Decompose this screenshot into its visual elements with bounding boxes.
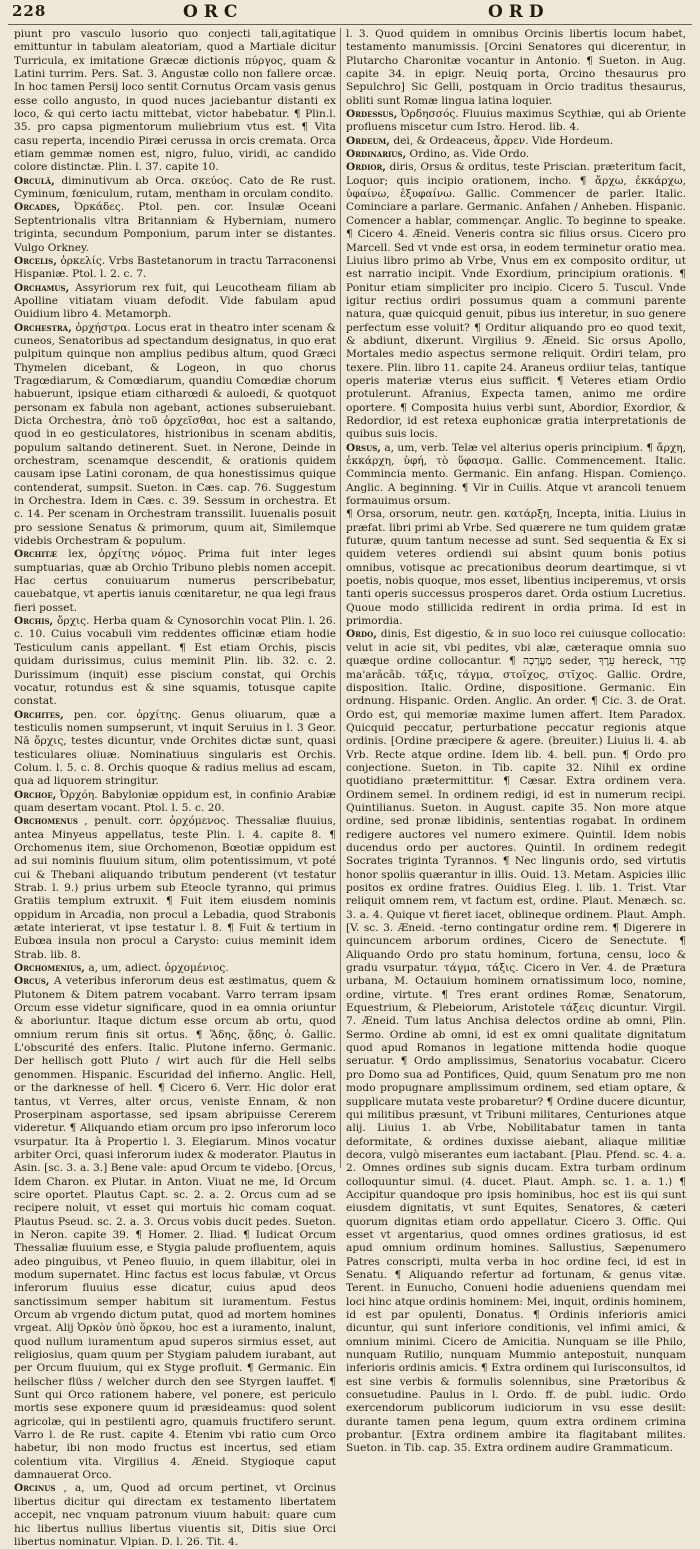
entry-text: diris, Orsus & orditus, teste Priscian. præteritum facit, Loquor; quis incipio orationem, incho. ¶ ἄρχω, ἐκκάρχω, ὑφαίνω, ἐξυφαίνω. Gallic. Commencer de parler. Italic. Cominciare a parlare. Germanic. Anfahen / Anheben. Hispanic. Comencer a hablar, commençar. Anglic. To beginne to speake. ¶ Cicero 4. Æneid. Veneris contra sic filius orsus. Cicero pro Marcell. Sed vt vnde est orsa, in eodem terminetur oratio mea. Liuius libro primo ab Vrbe, Vnus em ex composito orditur, ut est narratio incipit. Vnde Exordium, principium orationis. ¶ Ponitur etiam simpliciter pro incipio. Cicero 5. Tuscul. Vnde igitur rectius ordiri possumus quam a communi parente natura, quæ quicquid genuit, pibus ius interetur, in suo genere perfectum esse voluit? ¶ Orditur aliquando pro eo quod texit, & abdiunt, dixerunt. Virgilius 9. Æneid. Sic orsus Apollo, Mortales medio aspectus sermone reliquit. Ordiri telam, pro texere. Plin. libro 11. capite 24. Araneus ordiiur telas, tantique operis materiæ vterus eius sufficit. ¶ Veteres etiam Ordio protulerunt. Afranius, Expecta tamen, animo me ordire oportere. ¶ Composita huius verbi sunt, Abordior, Exordior, & Redordior, id est retexa euphonicæ gratia interpretationis de quibus suis locis. xyxy=(346,161,687,441)
entry-headword: Orcus, xyxy=(14,975,50,988)
entry-headword: Ordeum, xyxy=(346,134,390,147)
page-number: 228 xyxy=(12,2,47,20)
dictionary-entry xyxy=(14,975,336,1482)
entry-text: pen. cor. ὀρχίτης. Genus oliuarum, quæ a testiculis nomen sumpserunt, vt inquit Seruius in l. 3 Geor. Nā ὄρχις, testes dicuntur, vnde Orchites dictæ sunt, quasi testiculares oliuæ. Nominatiuus singularis est Orchis. Colum. l. 5. c. 8. Orchis quoque & radius melius ad escam, qua ad liquorem stringitur. xyxy=(14,708,336,788)
entry-text: A veteribus inferorum deus est æstimatus, quem & Plutonem & Ditem patrem vocabant. Varro terram ipsam Orcum esse videtur significare, quod in ea omnia oriuntur & aboriuntur. Itaque dictum esse orcum ab ortu, quod omnium rerum finis sit ortus. ¶ ᾍδης, ᾅδης, ὁ. Gallic. L'obscurité des enfers. Italic. Plutone inferno. Germanic. Der hellisch gott Pluto / wirt auch für die Hell selbs genommen. Hispanic. Escuridad del infierno. Anglic. Hell, or the darknesse of hell. ¶ Cicero 6. Verr. Hic dolor erat tantus, vt Verres, alter orcus, veniste Ennam, & non Proserpinam asportasse, sed ipsam abripuisse Cererem videretur. ¶ Aliquando etiam orcum pro ipso inferorum loco vsurpatur. Ita à Propertio l. 3. Elegiarum. Minos vocatur arbiter Orci, quasi inferorum iudex & moderator. Plautus in Asin. [sc. 3. a. 3.] Bene vale: apud Orcum te videbo. [Orcus, Idem Charon. ex Plutar. in Anton. Viuat ne me, Id Orcum scire oportet. Plautus Capt. sc. 2. a. 2. Orcus cum ad se recipere noluit, vt esset qui mortuis hic comam coquat. Plautus Pseud. sc. 2. a. 3. Orcus vobis ducit pedes. Sueton. in Neron. capite 39. ¶ Homer. 2. Iliad. ¶ Iudicat Orcum Thessaliæ fluuium esse, e Stygia palude profluentem, aquis adeo pinguibus, vt Peneo fluuio, in quem illabitur, olei in modum supernatet. Hinc factus est locus fabulæ, vt Orcus inferorum fluuius esse dicatur, cuius apud deos sanctissimum semper habitum sit iuramentum. Festus Orcum ab vrgendo dictum putat, quod ad mortem homines vrgeat. Alij Ὀρκὸν ὑπὸ ὅρκου, hoc est a iuramento, inalunt, quod nullum iuramentum apud superos sirmius esset, aut religiosius, quam quum per Stygiam paludem iurabant, aut per Orcum fluuium, qui ex Styge profluit. ¶ Germanic. Ein heilscher flüss / welcher durch den see Styrgen lauffet. ¶ Sunt qui Orco rationem habere, vel ponere, est periculo mortis sese exponere quum id præsideamus: quod solent agricolæ, qui in pestilenti agro, quamuis fructifero serunt. Varro l. de Re rust. capite 4. Etenim vbi ratio cum Orco habetur, ibi non modo fructus est incertus, sed etiam colentium vita. Virgilius 4. Æneid. Stygioque caput damnauerat Orco. xyxy=(14,975,336,1482)
entry-headword: Orchis, xyxy=(14,615,54,628)
entry-text: l. 3. Quod quidem in omnibus Orcinis libertis locum habet, testamento manumissis. [Orcini Senatores qui dicerentur, in Plutarcho Charonitæ vocantur in Antonio. ¶ Sueton. in Aug. capite 34. in epigr. Neuiq porta, Orcino thesaurus pro Sepulchro] Sic Gelli, postquam in Orcio traditus thesaurus, obliti sunt Romæ lingua latina loquier. xyxy=(346,28,686,107)
dictionary-entry xyxy=(14,175,336,202)
dictionary-entry xyxy=(14,548,336,615)
dictionary-entry xyxy=(346,148,686,161)
dictionary-entry xyxy=(14,201,336,254)
entry-text: a, um, adiect. ὀρχομένιος. xyxy=(88,962,229,975)
dictionary-entry xyxy=(346,28,686,108)
dictionary-entry xyxy=(346,628,686,1455)
running-head-left: ORC xyxy=(183,2,244,22)
entry-headword: Orculâ, xyxy=(14,174,55,187)
entry-text: a, um, verb. Telæ vel alterius operis principium. ¶ ἄρχη, ἐκκάρχη, ὑφή, τὸ ὕφασμα. Gallic. Commencement. Italic. Commincia mento. Germanic. Ein anfang. Hispan. Comienço. Anglic. A beginning. ¶ Vir in Cuilis. Atque vt arancoli tenuem formauimus orsum. xyxy=(346,441,686,508)
entry-headword: Orchitæ xyxy=(14,548,57,561)
dictionary-entry xyxy=(14,1482,336,1549)
dictionary-entry xyxy=(14,322,336,549)
dictionary-entry xyxy=(14,282,336,322)
dictionary-entry xyxy=(14,28,336,175)
entry-text: dei, & Ordeaceus, ἄρρεν. Vide Hordeum. xyxy=(393,134,614,147)
dictionary-entry xyxy=(14,815,336,962)
entry-headword: Orchestra, xyxy=(14,321,72,334)
entry-headword: Orcelis, xyxy=(14,254,57,267)
entry-headword: Orchomenus xyxy=(14,815,78,828)
entry-text: Ὀρκάδες. Ptol. pen. cor. Insulæ Oceani Septentrionalis vltra Britanniam & Hyberniam, numero triginta, secundum Pomponium, parum inter se distantes. Vulgo Orkney. xyxy=(14,201,337,254)
column-divider xyxy=(340,28,341,1168)
entry-headword: Ordessus, xyxy=(346,108,398,121)
entry-headword: Orchomenius, xyxy=(14,962,85,975)
entry-text: , penult. corr. ὀρχόμενος. Thessaliæ fluuius, antea Minyeus appellatus, teste Plin. l. 4. capite 8. ¶ Orchomenus item, siue Orchomenon, Bœotiæ oppidum est ad sui nominis fluuium situm, olim potentissimum, vt poté cui & Thebani aliquando tributum penderent (vt testatur Strab. l. 9.) prius urbem sub Eteocle tyranno, qui primus Gratiis templum extruxit. ¶ Fuit item eiusdem nominis oppidum in Arcadia, non procul a Lebadia, quod Strabonis ætate interierat, vt ipse testatur l. 8. ¶ Fuit & tertium in Eubœa insula non procul a Carysto: cuius meminit idem Strab. lib. 8. xyxy=(14,815,336,961)
entry-headword: Ordior, xyxy=(346,161,386,174)
entry-text: Ὀρχόη. Babyloniæ oppidum est, in confinio Arabiæ quam desertam vocant. Ptol. l. 5. c. 20. xyxy=(14,788,336,814)
entry-headword: Orchites, xyxy=(14,708,64,721)
right-column xyxy=(346,28,687,1455)
dictionary-entry xyxy=(14,962,336,975)
entry-text: Ordino, as. Vide Ordo. xyxy=(409,148,530,161)
entry-text: Ὀρδησσός. Fluuius maximus Scythiæ, qui ab Oriente profluens miscetur cum Istro. Herod. lib. 4. xyxy=(346,108,687,134)
entry-headword: Orcades, xyxy=(14,201,61,214)
entry-headword: Orchamus, xyxy=(14,281,70,294)
entry-text: dinis, Est digestio, & in suo loco rei cuiusque collocatio: velut in acie sit, vbi pedites, vbi alæ, cæteraque omnia suo quæque ordine collocantur. ¶ מַעֲרָכָה seder, עֵרֶךְ hereck, סֵדֶר ma'arâcâb. τάξις, τάγμα, στοῖχος, στῖχος. Gallic. Ordre, disposition. Italic. Ordine, dispositione. Germanic. Ein ordnung. Hispanic. Orden. Anglic. An order. ¶ Cic. 3. de Orat. Ordo est, qui memoriæ maxime lumen affert. Item Paradox. Quicquid peccatur, perturbatione peccatur regionis atque ordinis. [Ordine præcipere & agere. (breuiter.) Liuius li. 4. ab Vrb. Recte atque ordine. Idem lib. 4. bell. pun. ¶ Ordo pro conjectione. Sueton. in Tib. capite 32. Nihil ex ordine quotidiano prætermittitur. ¶ Cæsar. Extra ordinem vera. Ordinem semel. In ordinem redigi, id est in numerum recipi. Quintilianus. Sueton. in August. capite 35. Non more atque ordine, sed pronæ libidinis, sententias rogabat. In ordinem redigere auctores vel numero eximere. Quintil. Idem nobis ducendus ordo per auctores. Quintil. In ordinem redegit Socrates triginta Tyrannos. ¶ Nec lingunis ordo, sed virtutis honor spoliis quærantur in illis. Ouid. 13. Metam. Aspicies illic positos ex ordine fratres. Ouidius Eleg. l. lib. 1. Trist. Vtar reliquit omnem rem, vt factum est, ordine. Plaut. Menæch. sc. 3. a. 4. Quique vt fieret iacet, oblineque ordinem. Plaut. Amph. [V. sc. 3. Æneid. -terno contingatur ordine rem. ¶ Digerere in quincuncem arborum ordines, Cicero de Senectute. ¶ Aliquando Ordo pro statu hominum, fortuna, censu, loco & gradu vsurpatur. τάγμα, τάξις. Cicero in Ver. 4. de Prætura urbana, M. Octauium hominem ornatissimum loco, nomine, ordine, virtute. ¶ Tres erant ordines Romæ, Senatorum, Equestrium, & Plebeiorum, Aristotele τάξεις dicuntur. Virgil. 7. Æneid. Tum latus Anchisa delectos ordine ab omni, Plin. Sermo. Ordine ab omni, id est ex omni qualitate dignitatum quod apud Romanos in legatione mittenda hodie quoque seruatur. ¶ Ordo amplissimus, Senatorius vocabatur. Cicero pro Domo sua ad Pontifices, Quid, quum Senatum pro me non modo propugnare amplissimum ordinem, sed etiam optare, & supplicare mutata veste probaretur? ¶ Ordine ducere dicuntur, qui militibus præsunt, vt Tribuni militares, Centuriones atque alij. Liuius 1. ab Vrbe, Nobilitabatur tamen in tanta deformitate, & ordines duxisse aiebant, aliaque militiæ decora, vulgò miserantes eum iactabant. [Plau. Pfend. sc. 4. a. 2. Omnes ordines sub signis ducam. Extra turbam ordinum colloquuntur simul. (4. ducet. Plaut. Amph. sc. 1. a. 1.) ¶ Accipitur quandoque pro ipsis hominibus, hoc est iis qui sunt eiusdem dignitatis, vt sunt Equites, Senatores, & cæteri quorum dignitas etiam ordo appellatur. Cicero 3. Offic. Qui esset vt argentarius, quod omnes ordines gratiosus, id est apud omnium ordinum homines. Sallustius, Sæpenumero Patres conscripti, multa verba in hoc ordine feci, id est in Senatu. ¶ Aliquando refertur ad fortunam, & genus vitæ. Terent. in Eunucho, Conueni hodie adueniens quendam mei loci hinc atque ordinis hominem: Mei, inquit, ordinis hominem, id est par opulenti, Donatus. ¶ Ordinis inferioris amici dicuntur, qui sunt inferiore conditionis, vel infimi amici, & omnium minimi. Cicero de Amicitia. Nunquam se ille Philo, nunquam Rutilio, nunquam Mummio antepostuit, nunquam inferioris ordinis amicis. ¶ Extra ordinem qui Iurisconsultos, id est sine verbis & formulis solennibus, sine Prætoribus & consuetudine. Paulus in l. Ordo. ff. de publ. iudic. Ordo exercendorum publicorum iudiciorum in vsu esse desiit: durante tamen pena legum, quum extra ordinem crimina probantur. [Extra ordinem ambire ita flagitabant milites. Sueton. in Tib. cap. 35. Extra ordinem audire Grammaticum. xyxy=(346,628,687,1455)
dictionary-entry xyxy=(346,508,686,628)
left-column xyxy=(14,28,337,1548)
entry-text: ¶ Orsa, orsorum, neutr. gen. κατάρξη, Incepta, initia. Liuius in præfat. libri primi ab Vrbe. Sed quærere ne tum quidem gratæ futuræ, quum tantum necesse ad sunt. Sed sequentia & Ex si quidem veteres ordiendi sui absint quum bonis potius omnibus, votisque ac precationibus deorum deartimque, si vt poetis, nobis quoque, mos esset, libentius inciperemus, vt orsis tanti operis successus prosperos daret. Orda ostium Lucretius. Quoue modo stillicida redirent in ordia prima. Id est in primordia. xyxy=(346,508,686,628)
entry-headword: Orsus, xyxy=(346,441,381,454)
dictionary-entry xyxy=(346,161,686,441)
page-header xyxy=(8,2,692,25)
entry-headword: Orcinus xyxy=(14,1482,56,1495)
dictionary-entry xyxy=(346,442,686,509)
dictionary-entry xyxy=(346,108,686,135)
entry-text: ὄρχις. Herba quam & Cynosorchin vocat Plin. l. 26. c. 10. Cuius vocabuli vim reddentes officinæ etiam hodie Testiculum canis appellant. ¶ Est etiam Orchis, piscis quidam durissimus, cuius meminit Plin. lib. 32. c. 2. Durissimum (inquit) esse piscium constat, qui Orchis vocatur, rotundus est & sine squamis, totusque capite constat. xyxy=(14,615,336,708)
entry-headword: Ordo, xyxy=(346,628,377,641)
entry-text: lex, ὀρχίτης νόμος. Prima fuit inter leges sumptuarias, quæ ab Orchio Tribuno plebis nomen accepit. Hac certus conuiuarum numerus perscribebatur, cauebatque, vt apertis ianuis cœnitaretur, ne qua legi fraus fieri posset. xyxy=(14,548,336,614)
entry-text: ὀρκελίς. Vrbs Bastetanorum in tractu Tarraconensi Hispaniæ. Ptol. l. 2. c. 7. xyxy=(14,254,336,281)
entry-text: ὀρχήστρα. Locus erat in theatro inter scenam & cuneos, Senatoribus ad spectandum designatus, in quo erat pulpitum quinque non amplius pedibus altum, quod Græci Thymelen dicebant, & Logeon, in quo chorus Tragœdiarum, & Comœdiarum, quandiu Comœdiæ chorum habuerunt, ipsique etiam citharœdi & auloedi, & quotquot personam ex fabula non agebant, actiones subseruiebant. Dicta Orchestra, ἀπὸ τοῦ ὀρχεῖσθαι, hoc est a saltando, quod in eo gesticulatores, histrionibus in scenam abditis, populum saltando detinerent. Suet. in Nerone, Deinde in orchestram, scenamque descendit, & orationis quidem causam ipse Latini coronam, de qua honestissimus quique contenderat, sumpsit. Sueton. in Cæs. cap. 76. Suggestum in Orchestra. Idem in Cæs. c. 39. Sessum in orchestra. Et c. 14. Per scenam in Orchestram transsilit. Iuuenalis posuit pro sessione Senatus & primorum, quum ait, Similemque videbis Orchestram & populum. xyxy=(14,321,336,548)
running-head-right: ORD xyxy=(488,2,550,22)
dictionary-entry xyxy=(14,789,336,816)
entry-headword: Orchoe, xyxy=(14,788,57,801)
dictionary-entry xyxy=(14,615,336,708)
entry-text: , a, um, Quod ad orcum pertinet, vt Orcinus libertus dicitur qui directam ex testamento libertatem accepit, nec vnquam patronum viuum habuit: quare cum hic libertus nullius libertus viuentis sit, Ditis siue Orci libertus nominatur. Vlpian. D. l. 26. Tit. 4. xyxy=(14,1482,336,1548)
entry-text: piunt pro vasculo lusorio quo conjecti tali,agitatique emittuntur in tabulam aleatoriam, quod a Martiale dicitur Turricula, ex imitatione Græcæ dictionis πύργος, quam & Latini turrim. Pers. Sat. 3. Angustæ collo non fallere orcæ. In hoc tamen Persij loco sentit Cornutus Orcam vasis genus esse collo angusto, in quod nuces jaciebantur distanti ex loco, & qui certo iactu mittebat, victor habebatur. ¶ Plin.l. 35. pro capsa pigmentorum muliebrium vtus est. ¶ Vita casu reperta, incendio Piræi cerussa in orcis cremata. Orca etiam gemmæ nomen est, nigro, fuluo, viridi, ac candido colore distinctæ. Plin. l. 37. capite 10. xyxy=(14,28,336,174)
dictionary-entry xyxy=(14,255,336,282)
dictionary-entry xyxy=(14,709,336,789)
entry-text: Assyriorum rex fuit, qui Leucotheam filiam ab Apolline vitiatam viuam defodit. Vide fabulam apud Ouidium libro 4. Metamorph. xyxy=(14,281,337,321)
entry-text: diminutivum ab Orca. σκεύος. Cato de Re rust. Cyminum, fœniculum, rutam, mentham in orculam condito. xyxy=(14,174,337,201)
entry-headword: Ordinarius, xyxy=(346,148,407,161)
dictionary-entry xyxy=(346,135,686,148)
